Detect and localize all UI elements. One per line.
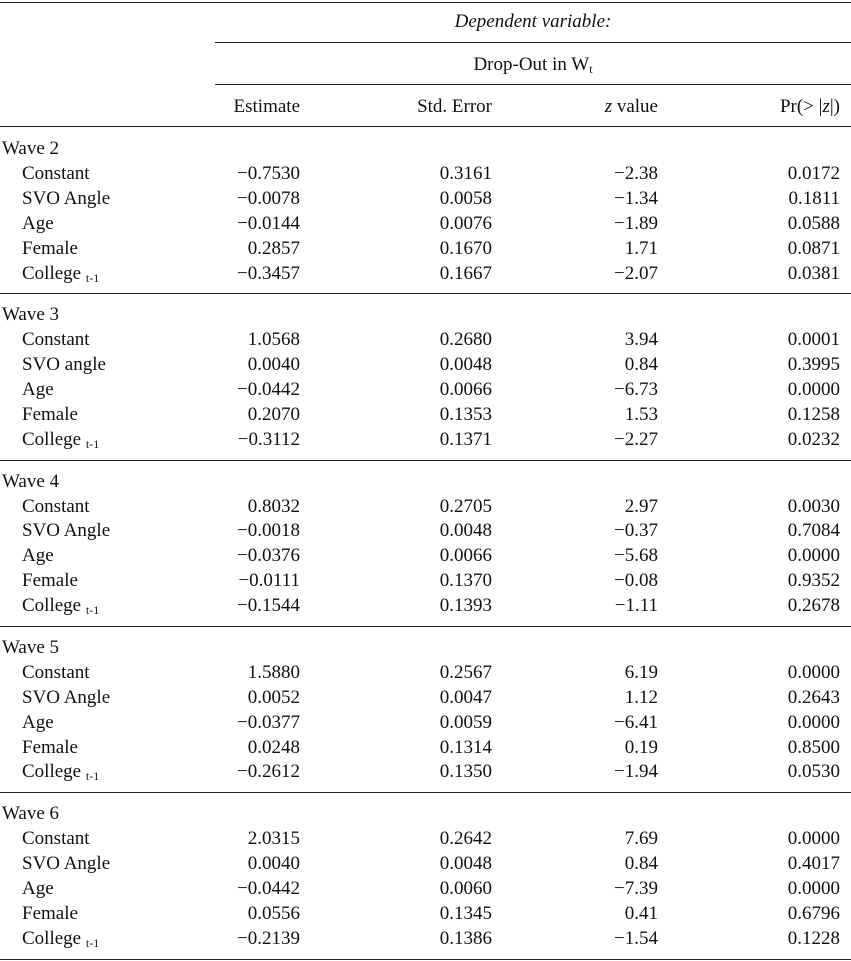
row-label-text: Female <box>22 736 78 758</box>
z-value-cell: 0.19 <box>624 736 658 758</box>
row-label-text: Age <box>22 711 54 733</box>
p-value-cell: 0.0381 <box>787 262 840 284</box>
estimate-cell: 0.0052 <box>247 686 300 708</box>
row-label <box>22 686 110 710</box>
wave-separator-rule <box>0 460 851 461</box>
z-value-cell: 6.19 <box>624 661 658 683</box>
wave-title: Wave 4 <box>2 470 60 492</box>
std-error-cell: 0.0048 <box>439 520 492 542</box>
std-error-cell: 0.2705 <box>439 495 492 517</box>
wave-title: Wave 2 <box>2 138 60 159</box>
std-error-cell: 0.0048 <box>439 853 492 874</box>
row-label-text: SVO Angle <box>22 520 111 542</box>
std-error-cell: 0.2642 <box>439 828 492 850</box>
row-label <box>22 594 99 618</box>
dependent-variable-rule <box>215 42 851 43</box>
std-error-cell: 0.1314 <box>439 736 492 758</box>
std-error-cell: 0.2567 <box>439 661 492 683</box>
std-error-cell: 0.0076 <box>439 212 492 234</box>
estimate-cell: −0.2612 <box>237 761 300 783</box>
header-rule <box>0 126 851 127</box>
row-label-text: SVO angle <box>22 354 106 376</box>
std-error-cell: 0.1353 <box>439 403 492 425</box>
row-label <box>22 428 99 452</box>
estimate-cell: 0.0248 <box>247 736 300 758</box>
p-value-cell: 0.0000 <box>787 379 840 400</box>
estimate-cell: −0.3112 <box>237 428 300 450</box>
row-label-text: College <box>22 262 82 284</box>
p-value-cell: 0.0030 <box>787 495 840 517</box>
estimate-cell: −0.0442 <box>237 379 300 400</box>
z-value-cell: −0.37 <box>614 520 658 542</box>
row-label <box>22 262 99 286</box>
z-value-cell: 3.94 <box>624 329 658 351</box>
row-label-text: Age <box>22 877 54 899</box>
std-error-cell: 0.1350 <box>439 761 492 783</box>
row-label-text: Female <box>22 403 78 425</box>
row-label <box>22 353 106 377</box>
z-value-cell: −0.08 <box>614 570 658 592</box>
p-value-cell: 0.0232 <box>787 428 840 450</box>
wave-separator-rule <box>0 626 851 627</box>
z-value-cell: 1.12 <box>624 686 658 708</box>
row-label-text: Constant <box>22 495 90 517</box>
z-value-cell: −7.39 <box>614 877 658 899</box>
dv-name: Drop-Out in $W_t$ <box>473 54 593 76</box>
std-error-cell: 0.0058 <box>439 187 492 209</box>
z-value-cell: −2.07 <box>614 262 658 284</box>
row-label <box>22 237 78 261</box>
estimate-cell: −0.0376 <box>237 545 300 567</box>
estimate-cell: 0.0040 <box>247 354 300 376</box>
row-label-text: SVO Angle <box>22 187 111 209</box>
p-value-cell: 0.0000 <box>787 828 840 850</box>
estimate-cell: 1.5880 <box>247 661 300 683</box>
p-value-cell: 0.0000 <box>787 711 840 733</box>
row-label-text: Constant <box>22 661 90 683</box>
p-value-cell: 0.0172 <box>787 162 840 184</box>
estimate-cell: 0.8032 <box>247 495 300 517</box>
estimate-cell: −0.7530 <box>237 162 300 184</box>
row-label-subscript: t-1 <box>85 270 100 285</box>
row-label <box>22 711 54 735</box>
p-value-cell: 0.0871 <box>787 237 840 259</box>
row-label-text: Constant <box>22 828 90 850</box>
p-value-cell: 0.0000 <box>787 661 840 683</box>
std-error-cell: 0.0059 <box>439 711 492 733</box>
row-label <box>22 661 90 685</box>
row-label <box>22 760 99 784</box>
z-value-cell: 1.71 <box>624 237 658 259</box>
dv-rule <box>215 84 851 85</box>
wave-separator-rule <box>0 293 851 294</box>
estimate-cell: −0.2139 <box>237 927 300 949</box>
row-label <box>22 495 90 519</box>
std-error-cell: 0.0047 <box>439 686 492 708</box>
p-value-cell: 0.0588 <box>787 212 840 234</box>
wave-title: Wave 6 <box>2 803 60 825</box>
p-value-cell: 0.8500 <box>787 736 840 758</box>
p-value-cell: 0.1811 <box>788 187 840 209</box>
estimate-cell: −0.3457 <box>237 262 300 284</box>
std-error-cell: 0.1371 <box>439 428 492 450</box>
std-error-cell: 0.2680 <box>439 329 492 351</box>
std-error-cell: 0.0060 <box>439 877 492 899</box>
z-value-cell: −6.73 <box>614 379 658 400</box>
row-label <box>22 328 90 352</box>
p-value-cell: 0.2643 <box>787 686 840 708</box>
estimate-cell: 2.0315 <box>247 828 300 850</box>
row-label <box>22 187 110 211</box>
p-value-cell: 0.7084 <box>787 520 840 542</box>
estimate-cell: −0.0078 <box>237 187 300 209</box>
std-error-cell: 0.0048 <box>439 354 492 376</box>
dependent-variable-label: Dependent variable: <box>454 11 612 32</box>
row-label-text: Constant <box>22 162 90 184</box>
row-label-text: Age <box>22 379 54 400</box>
estimate-cell: 0.2070 <box>247 403 300 425</box>
p-value-cell: 0.2678 <box>787 595 840 617</box>
estimate-cell: 1.0568 <box>247 329 300 351</box>
row-label <box>22 162 90 186</box>
z-value-cell: 1.53 <box>624 403 658 425</box>
z-value-cell: −2.38 <box>614 162 658 184</box>
row-label <box>22 403 78 427</box>
row-label <box>22 927 99 951</box>
std-error-cell: 0.1393 <box>439 595 492 617</box>
z-value-cell: −2.27 <box>614 428 658 450</box>
p-value-cell: 0.9352 <box>787 570 840 592</box>
row-label-text: Age <box>22 545 54 567</box>
estimate-cell: −0.0144 <box>237 212 300 234</box>
p-value-cell: 0.0000 <box>787 545 840 567</box>
p-value-cell: 0.0001 <box>787 329 840 351</box>
std-error-cell: 0.0066 <box>439 545 492 567</box>
row-label-text: College <box>22 761 82 783</box>
row-label-text: Female <box>22 237 78 259</box>
estimate-cell: 0.0556 <box>247 902 300 924</box>
row-label <box>22 569 78 593</box>
row-label <box>22 827 90 851</box>
p-value-cell: 0.4017 <box>787 853 840 874</box>
col-header-std-error: Std. Error <box>417 96 492 117</box>
estimate-cell: −0.0442 <box>237 877 300 899</box>
row-label <box>22 736 78 760</box>
row-label-text: Constant <box>22 329 90 351</box>
z-value-cell: −1.89 <box>614 212 658 234</box>
row-label-text: Female <box>22 570 78 592</box>
z-value-cell: −5.68 <box>614 545 658 567</box>
std-error-cell: 0.1386 <box>439 927 492 949</box>
z-value-cell: −1.94 <box>614 761 658 783</box>
bottom-rule <box>0 959 851 960</box>
row-label <box>22 212 54 236</box>
estimate-cell: 0.0040 <box>247 853 300 874</box>
row-label-text: SVO Angle <box>22 853 111 874</box>
row-label <box>22 877 54 901</box>
std-error-cell: 0.1345 <box>439 902 492 924</box>
std-error-cell: 0.1370 <box>439 570 492 592</box>
std-error-cell: 0.1667 <box>439 262 492 284</box>
row-label-subscript: t-1 <box>85 935 100 950</box>
p-value-cell: 0.1258 <box>787 403 840 425</box>
p-value-cell: 0.6796 <box>787 902 840 924</box>
row-label <box>22 544 54 568</box>
std-error-cell: 0.3161 <box>439 162 492 184</box>
std-error-cell: 0.0066 <box>439 379 492 400</box>
col-header-p-value: Pr(> |z|) <box>779 96 840 117</box>
estimate-cell: −0.0018 <box>237 520 300 542</box>
row-label-text: Age <box>22 212 54 234</box>
row-label-subscript: t-1 <box>85 436 100 451</box>
z-value-cell: −1.11 <box>614 595 658 617</box>
estimate-cell: −0.0111 <box>238 570 300 592</box>
p-value-cell: 0.1228 <box>787 927 840 949</box>
z-value-cell: −1.54 <box>614 927 658 949</box>
col-header-z-value: z value <box>604 96 658 117</box>
row-label <box>22 378 54 402</box>
estimate-cell: −0.1544 <box>237 595 300 617</box>
wave-separator-rule <box>0 792 851 793</box>
p-value-cell: 0.3995 <box>787 354 840 376</box>
wave-title: Wave 3 <box>2 304 60 326</box>
z-value-cell: 7.69 <box>624 828 658 850</box>
row-label-text: SVO Angle <box>22 686 111 708</box>
col-header-estimate: Estimate <box>233 96 300 117</box>
row-label-text: College <box>22 428 82 450</box>
z-value-cell: 0.84 <box>624 853 658 874</box>
row-label-text: Female <box>22 902 78 924</box>
wave-title: Wave 5 <box>2 636 60 658</box>
std-error-cell: 0.1670 <box>439 237 492 259</box>
row-label <box>22 902 78 926</box>
estimate-cell: 0.2857 <box>247 237 300 259</box>
row-label-text: College <box>22 595 82 617</box>
row-label <box>22 852 110 876</box>
estimate-cell: −0.0377 <box>237 711 300 733</box>
z-value-cell: 0.41 <box>624 902 658 924</box>
p-value-cell: 0.0000 <box>787 877 840 899</box>
z-value-cell: 2.97 <box>624 495 658 517</box>
row-label-subscript: t-1 <box>85 603 100 618</box>
p-value-cell: 0.0530 <box>787 761 840 783</box>
z-value-cell: −1.34 <box>614 187 658 209</box>
row-label <box>22 519 110 543</box>
z-value-cell: 0.84 <box>624 354 658 376</box>
row-label-text: College <box>22 927 82 949</box>
top-rule <box>0 2 851 3</box>
z-value-cell: −6.41 <box>614 711 658 733</box>
row-label-subscript: t-1 <box>85 769 100 784</box>
